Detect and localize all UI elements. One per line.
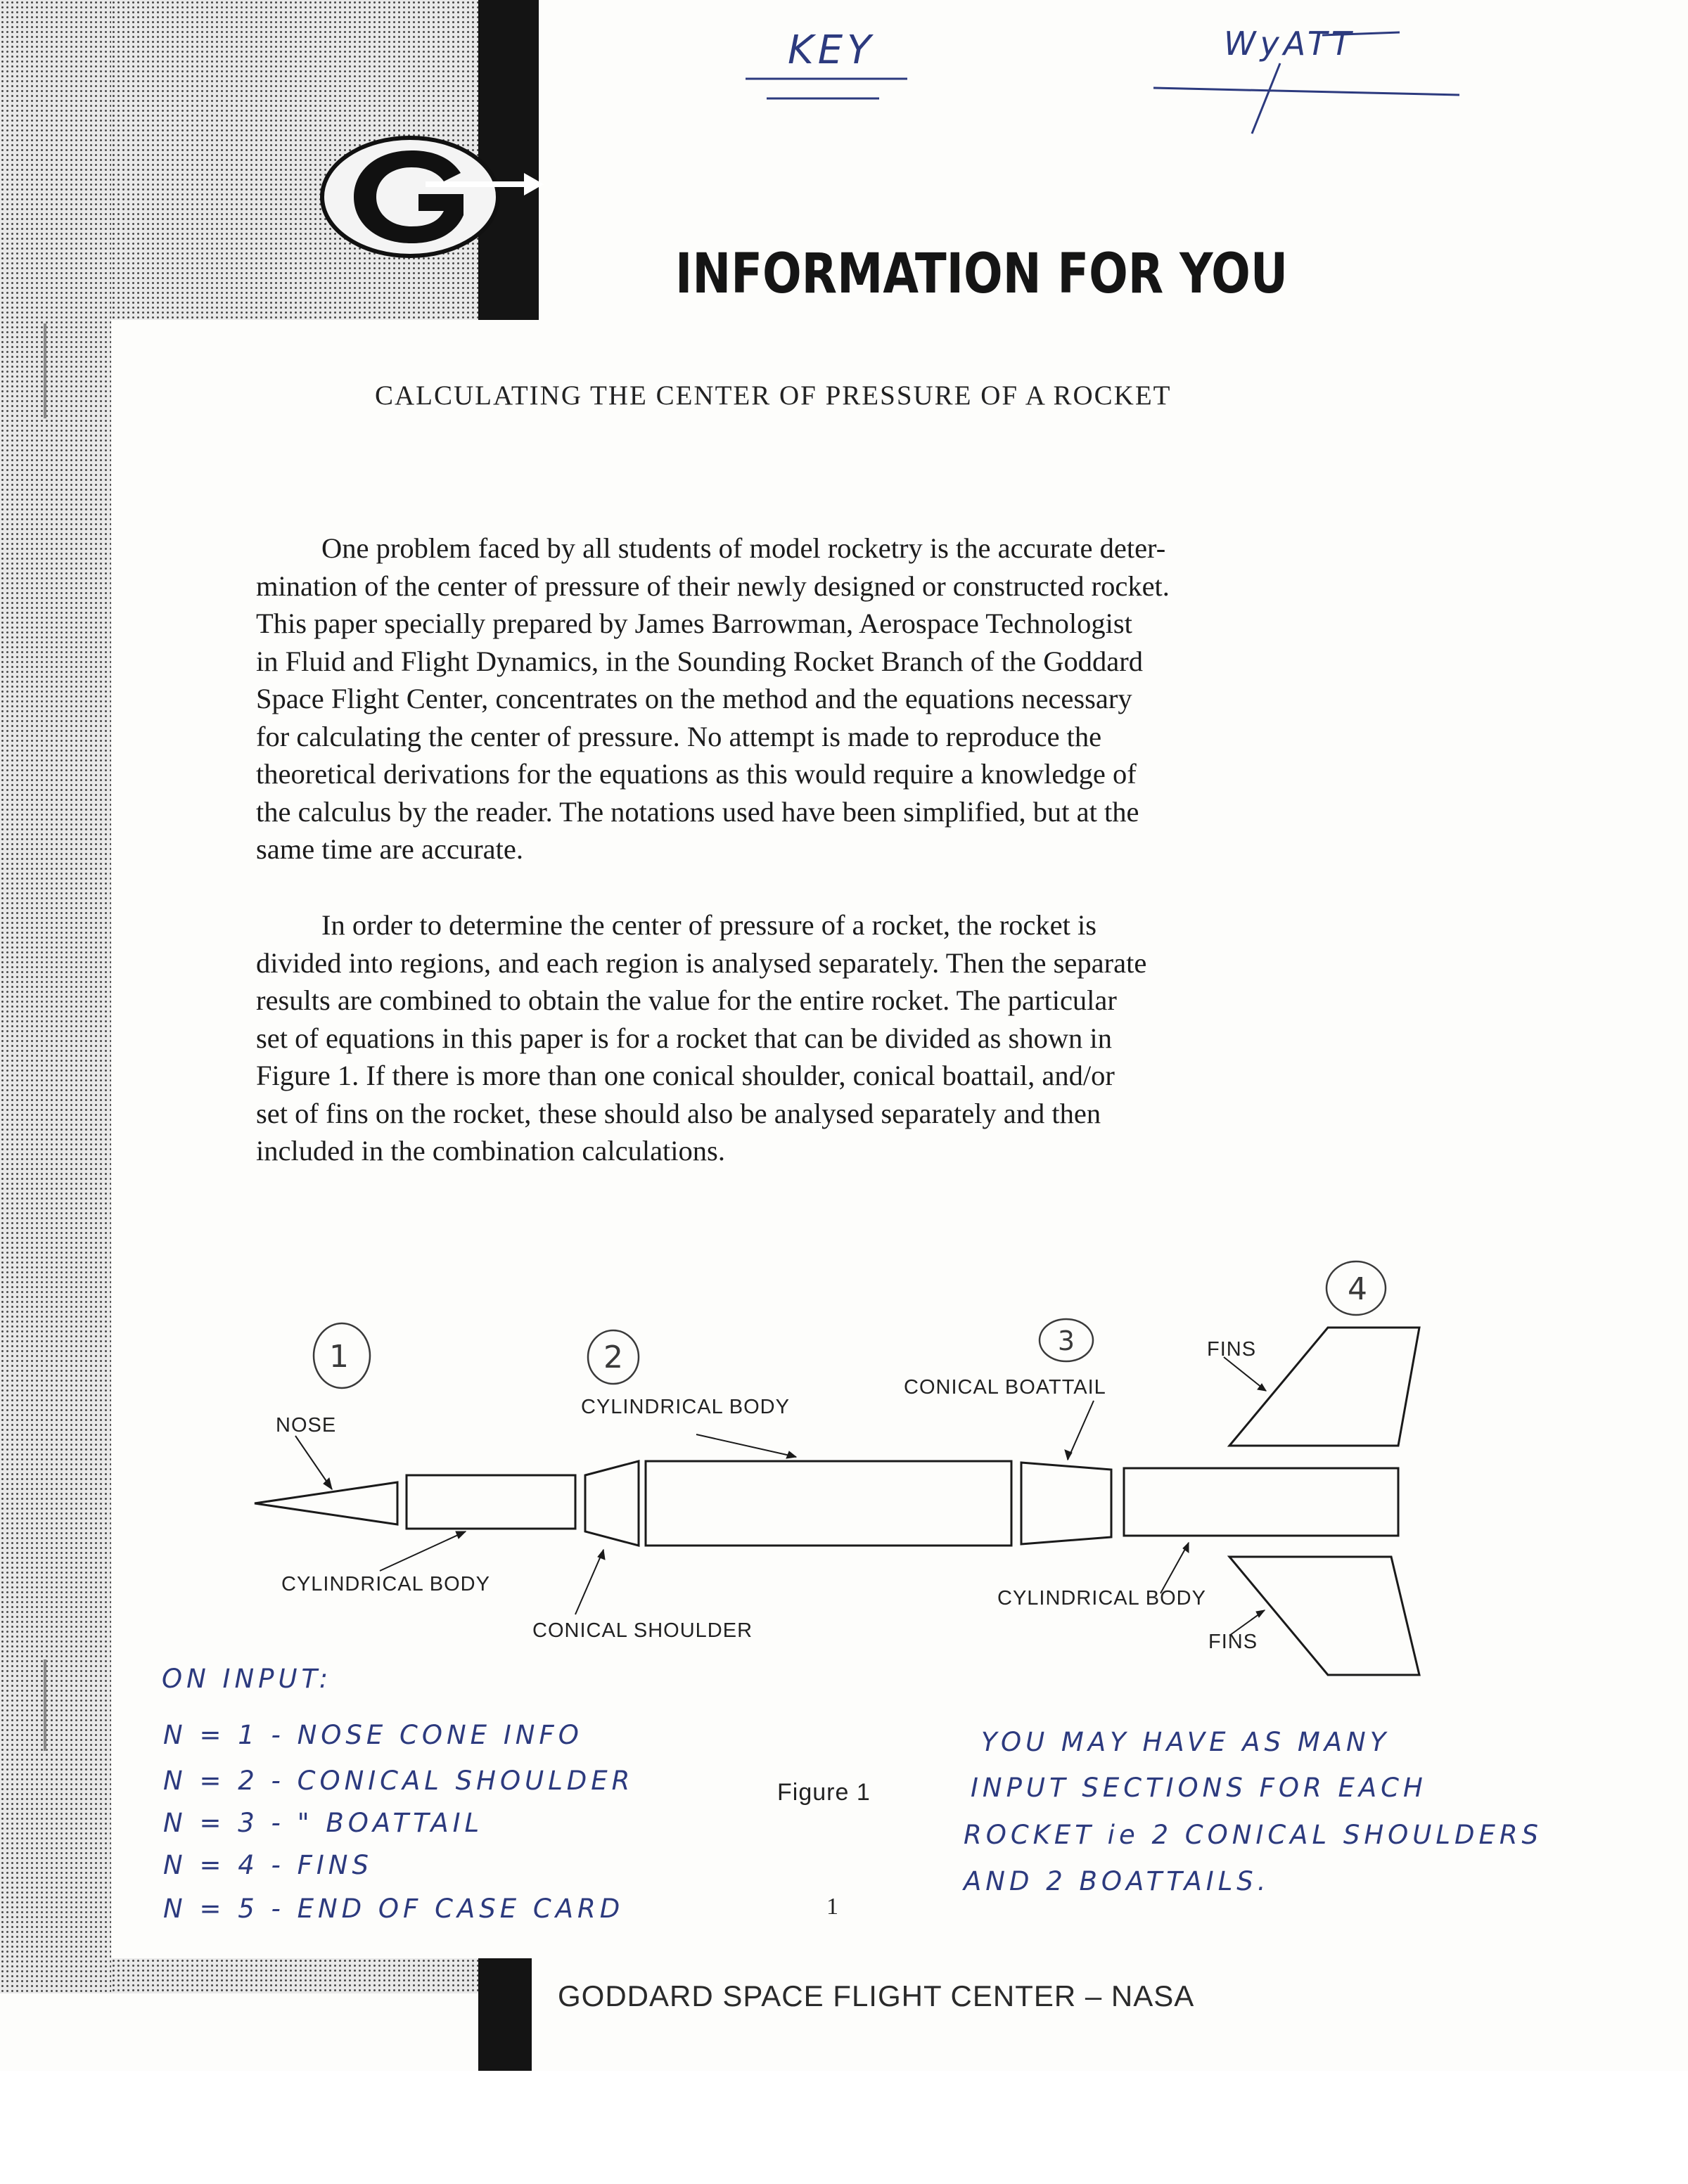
text-line: Space Flight Center, concentrates on the method and the equations necessary (256, 683, 1132, 714)
label-fins-top: FINS (1207, 1338, 1257, 1361)
text-line: included in the combination calculations. (256, 1135, 725, 1167)
upper-fin-shape (1229, 1328, 1419, 1446)
note-n2: N = 2 - CONICAL SHOULDER (163, 1766, 634, 1796)
label-cylindrical-body-right: CYLINDRICAL BODY (997, 1587, 1206, 1610)
figure-caption: Figure 1 (777, 1779, 871, 1806)
text-line: in Fluid and Flight Dynamics, in the Sounding Rocket Branch of the Goddard (256, 645, 1143, 677)
note-right-1: YOU MAY HAVE AS MANY (981, 1727, 1390, 1757)
nose-cone-shape (255, 1482, 397, 1524)
cylindrical-body-1-shape (407, 1475, 575, 1529)
handwritten-name: WyATT (1224, 25, 1356, 63)
page-headline: INFORMATION FOR YOU (675, 243, 1289, 306)
note-n5: N = 5 - END OF CASE CARD (163, 1894, 625, 1924)
cylindrical-body-2-shape (646, 1461, 1011, 1546)
halftone-bottom-border (111, 1958, 478, 1993)
region-number-1: 1 (329, 1339, 349, 1375)
note-n4: N = 4 - FINS (163, 1850, 373, 1880)
paragraph-intro (256, 529, 1466, 868)
text-line: This paper specially prepared by James Barrowman, Aerospace Technologist (256, 608, 1132, 639)
conical-shoulder-shape (585, 1461, 639, 1546)
text-line: same time are accurate. (256, 833, 524, 865)
label-conical-shoulder: CONICAL SHOULDER (532, 1619, 753, 1642)
footer-text: GODDARD SPACE FLIGHT CENTER – NASA (558, 1979, 1195, 2012)
note-right-4: AND 2 BOATTAILS. (964, 1866, 1270, 1896)
note-right-2: INPUT SECTIONS FOR EACH (971, 1773, 1427, 1803)
label-nose: NOSE (276, 1414, 337, 1437)
paragraph-method (256, 906, 1466, 1170)
note-n1: N = 1 - NOSE CONE INFO (163, 1720, 583, 1750)
text-line: the calculus by the reader. The notations used have been simplified, but at the (256, 795, 1139, 828)
text-line: set of equations in this paper is for a rocket that can be divided as shown in (256, 1022, 1112, 1054)
text-line: set of fins on the rocket, these should also be analysed separately and then (256, 1097, 1101, 1129)
text-line: One problem faced by all students of model rocketry is the accurate deter- (321, 532, 1166, 564)
note-on-input: ON INPUT: (162, 1664, 333, 1694)
label-fins-bottom: FINS (1208, 1631, 1258, 1653)
region-number-4: 4 (1348, 1271, 1367, 1307)
text-line: theoretical derivations for the equations as this would require a knowledge of (256, 758, 1137, 790)
text-line: results are combined to obtain the value for the entire rocket. The particular (256, 984, 1117, 1016)
text-line: In order to determine the center of pressure of a rocket, the rocket is (321, 909, 1097, 941)
region-number-2: 2 (603, 1340, 623, 1375)
page-number: 1 (826, 1894, 838, 1920)
text-line: Figure 1. If there is more than one conical shoulder, conical boattail, and/or (256, 1060, 1115, 1091)
label-conical-boattail: CONICAL BOATTAIL (904, 1376, 1106, 1399)
dark-footer-bar (478, 1958, 532, 2071)
note-right-3: ROCKET ie 2 CONICAL SHOULDERS (964, 1820, 1543, 1850)
label-cylindrical-body-left: CYLINDRICAL BODY (281, 1573, 490, 1595)
region-number-3: 3 (1057, 1325, 1075, 1356)
goddard-logo-icon (320, 132, 545, 273)
note-n3: N = 3 - " BOATTAIL (163, 1808, 484, 1838)
text-line: mination of the center of pressure of their newly designed or constructed rocket. (256, 570, 1170, 602)
conical-boattail-shape (1021, 1463, 1111, 1544)
document-subtitle: CALCULATING THE CENTER OF PRESSURE OF A ROCKET (375, 380, 1172, 411)
margin-mark (44, 323, 46, 418)
text-line: for calculating the center of pressure. No attempt is made to reproduce the (256, 720, 1102, 752)
text-line: divided into regions, and each region is analysed separately. Then the separate (256, 946, 1147, 979)
rocket-diagram (0, 1216, 1688, 1709)
label-cylindrical-body-top: CYLINDRICAL BODY (581, 1396, 790, 1418)
cylindrical-body-3-shape (1124, 1468, 1398, 1536)
handwritten-key: KEY (788, 27, 876, 73)
bottom-margin (0, 2071, 1688, 2184)
